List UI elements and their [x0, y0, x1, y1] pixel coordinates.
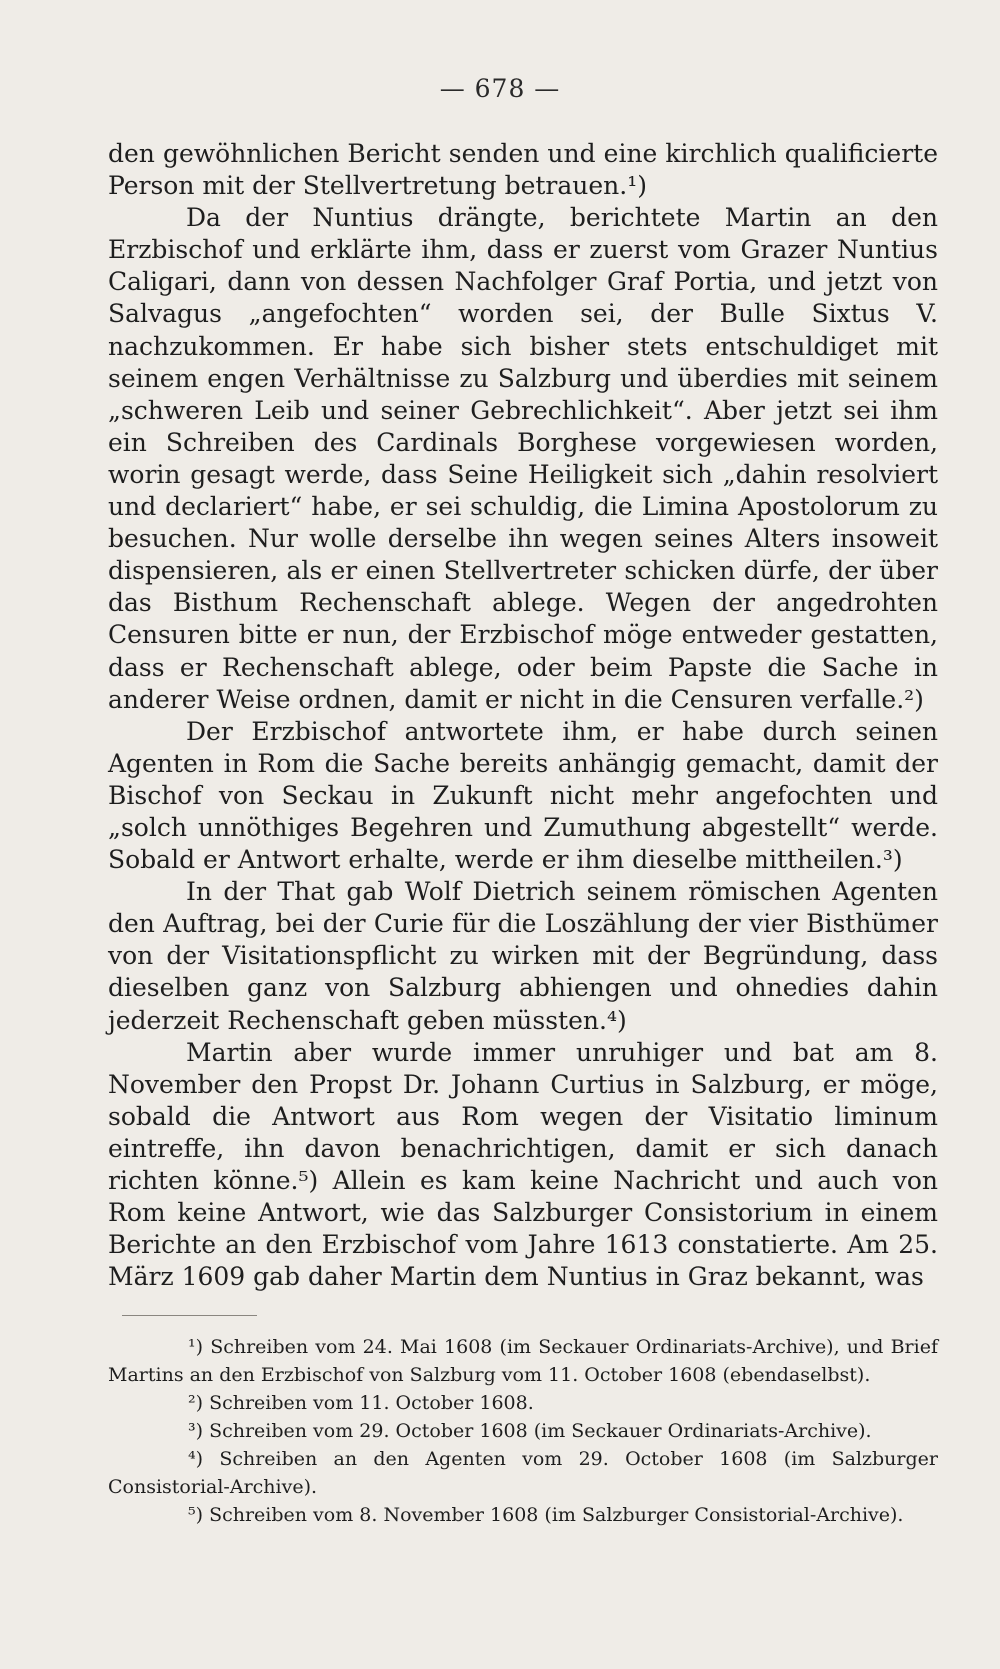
- paragraph: Da der Nuntius drängte, berichtete Martin an den Erzbischof und erklärte ihm, dass er zuerst vom Grazer Nuntius Caligari, dann von dessen Nachfolger Graf Portia, und jetzt von Salvagus „angefochten“ worden sei, der Bulle Sixtus V. nachzukommen. Er habe sich bisher stets entschuldiget mit seinem engen Verhältnisse zu Salzburg und überdies mit seinem „schweren Leib und seiner Gebrechlichkeit“. Aber jetzt sei ihm ein Schreiben des Cardinals Borghese vorgewiesen worden, worin gesagt werde, dass Seine Heiligkeit sich „dahin resolviert und declariert“ habe, er sei schuldig, die Limina Apostolorum zu besuchen. Nur wolle derselbe ihn wegen seines Alters insoweit dispensieren, als er einen Stellvertreter schicken dürfe, der über das Bisthum Rechenschaft ablege. Wegen der angedrohten Censuren bitte er nun, der Erzbischof möge entweder gestatten, dass er Rechenschaft ablege, oder beim Papste die Sache in anderer Weise ordnen, damit er nicht in die Censuren verfalle.²): [108, 203, 938, 714]
- footnotes: [108, 1333, 938, 1529]
- footnote: ⁵) Schreiben vom 8. November 1608 (im Salzburger Consistorial-Archive).: [188, 1504, 904, 1526]
- paragraph: Martin aber wurde immer unruhiger und bat am 8. November den Propst Dr. Johann Curtius in Salzburg, er möge, sobald die Antwort aus Rom wegen der Visitatio liminum eintreffe, ihn davon benachrichtigen, damit er sich danach richten könne.⁵) Allein es kam keine Nachricht und auch von Rom keine Antwort, wie das Salzburger Consistorium in einem Berichte an den Erzbischof vom Jahre 1613 constatierte. Am 25. März 1609 gab daher Martin dem Nuntius in Graz bekannt, was: [108, 1037, 938, 1292]
- footnote: ³) Schreiben vom 29. October 1608 (im Seckauer Ordinariats-Archive).: [188, 1420, 872, 1442]
- paragraph: In der That gab Wolf Dietrich seinem römischen Agenten den Auftrag, bei der Curie für die Loszählung der vier Bisthümer von der Visitationspflicht zu wirken mit der Begründung, dass dieselben ganz von Salzburg abhiengen und ohnedies dahin jederzeit Rechenschaft geben müssten.⁴): [108, 877, 938, 1035]
- footnote: ⁴) Schreiben an den Agenten vom 29. October 1608 (im Salzburger Consistorial-Archive).: [108, 1448, 938, 1498]
- footnote-divider: [122, 1315, 257, 1316]
- page-number: — 678 —: [439, 74, 561, 103]
- footnote: ²) Schreiben vom 11. October 1608.: [188, 1392, 534, 1414]
- paragraph: den gewöhnlichen Bericht senden und eine kirchlich qualificierte Person mit der Stellvertretung betrauen.¹): [108, 139, 938, 201]
- footnote: ¹) Schreiben vom 24. Mai 1608 (im Seckauer Ordinariats-Archive), und Brief Martins an den Erzbischof von Salzburg vom 11. October 1608 (ebendaselbst).: [108, 1336, 938, 1386]
- main-text: [108, 138, 938, 1293]
- paragraph: Der Erzbischof antwortete ihm, er habe durch seinen Agenten in Rom die Sache bereits anhängig gemacht, damit der Bischof von Seckau in Zukunft nicht mehr angefochten und „solch unnöthiges Begehren und Zumuthung abgestellt“ werde. Sobald er Antwort erhalte, werde er ihm dieselbe mittheilen.³): [108, 716, 938, 875]
